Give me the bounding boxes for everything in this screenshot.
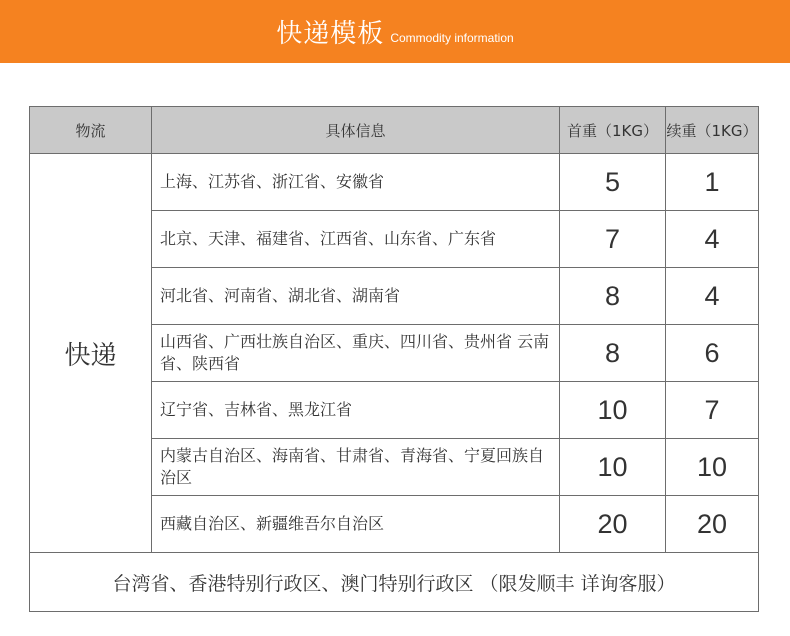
region-list: 北京、天津、福建省、江西省、山东省、广东省	[152, 211, 560, 268]
shipping-rate-table	[29, 106, 759, 612]
extra-weight-price: 10	[666, 439, 759, 496]
extra-weight-price: 4	[666, 268, 759, 325]
extra-weight-price: 7	[666, 382, 759, 439]
region-list: 上海、江苏省、浙江省、安徽省	[152, 154, 560, 211]
region-list: 内蒙古自治区、海南省、甘肃省、青海省、宁夏回族自治区	[152, 439, 560, 496]
table-footer-row	[30, 553, 759, 612]
banner-title: 快递模板	[276, 19, 385, 49]
header-details: 具体信息	[152, 107, 560, 154]
region-list: 河北省、河南省、湖北省、湖南省	[152, 268, 560, 325]
header-extra-weight: 续重（1KG）	[666, 107, 759, 154]
region-list: 山西省、广西壮族自治区、重庆、四川省、贵州省 云南省、陕西省	[152, 325, 560, 382]
first-weight-price: 7	[560, 211, 666, 268]
first-weight-price: 10	[560, 439, 666, 496]
logistics-method: 快递	[30, 154, 152, 553]
first-weight-price: 20	[560, 496, 666, 553]
first-weight-price: 8	[560, 325, 666, 382]
header-banner	[0, 0, 790, 63]
extra-weight-price: 20	[666, 496, 759, 553]
table-header-row	[30, 107, 759, 154]
extra-weight-price: 4	[666, 211, 759, 268]
banner-subtitle: Commodity information	[390, 30, 514, 45]
region-list: 西藏自治区、新疆维吾尔自治区	[152, 496, 560, 553]
region-list: 辽宁省、吉林省、黑龙江省	[152, 382, 560, 439]
first-weight-price: 5	[560, 154, 666, 211]
first-weight-price: 10	[560, 382, 666, 439]
first-weight-price: 8	[560, 268, 666, 325]
extra-weight-price: 1	[666, 154, 759, 211]
header-logistics: 物流	[30, 107, 152, 154]
header-first-weight: 首重（1KG）	[560, 107, 666, 154]
special-regions-note: 台湾省、香港特别行政区、澳门特别行政区 （限发顺丰 详询客服）	[30, 553, 759, 612]
extra-weight-price: 6	[666, 325, 759, 382]
table-row	[30, 154, 759, 211]
